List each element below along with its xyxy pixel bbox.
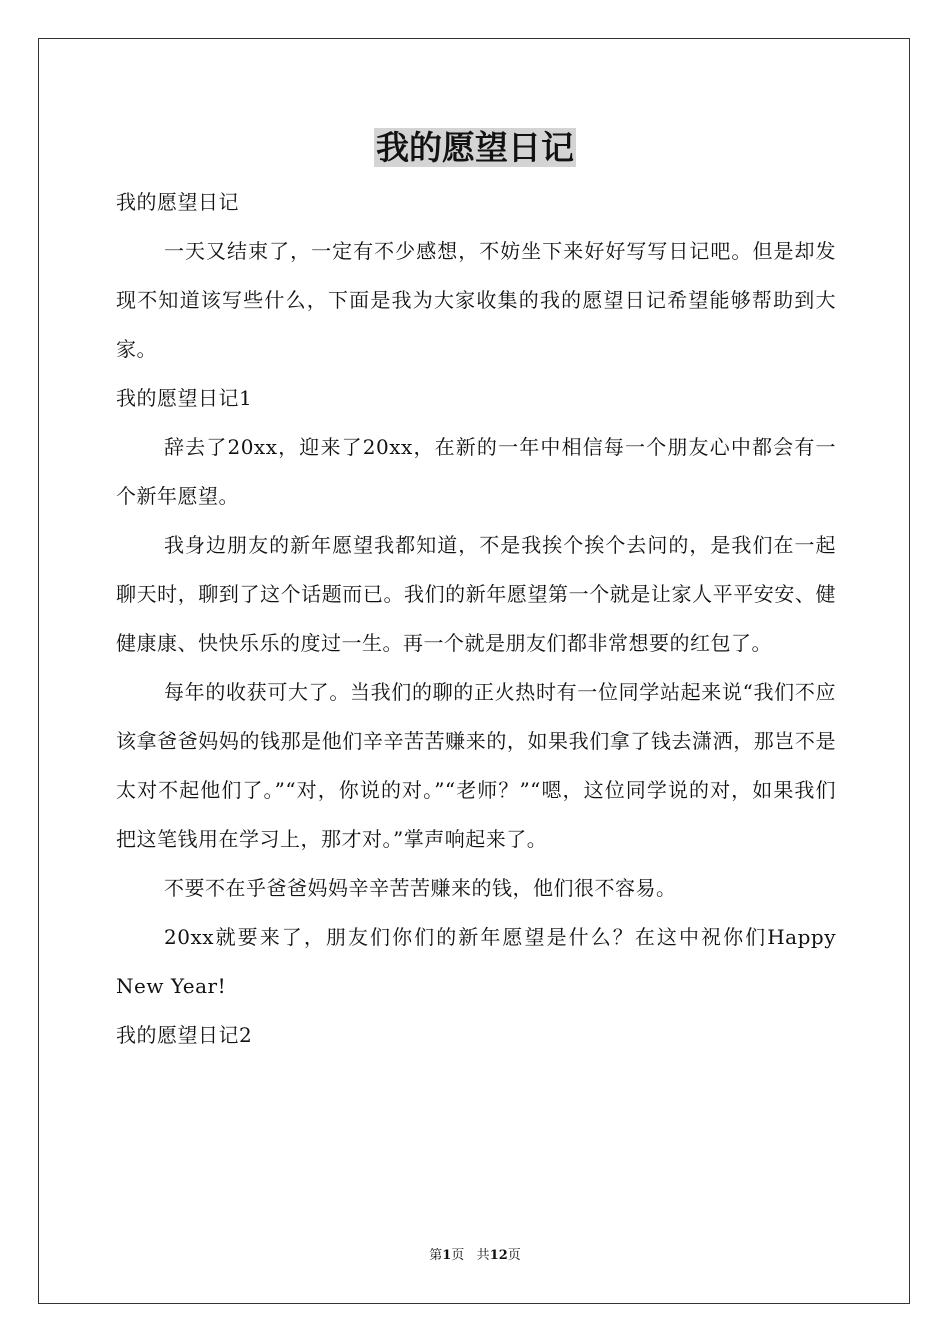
document-title-text: 我的愿望日记 [376, 128, 574, 167]
page-suffix: 页 [451, 1248, 465, 1263]
total-pages: 12 [489, 1248, 508, 1263]
paragraph: 我身边朋友的新年愿望我都知道，不是我挨个挨个去问的，是我们在一起聊天时，聊到了这个话题而已。我们的新年愿望第一个就是让家人平平安安、健健康康、快快乐乐的度过一生。再一个就是朋友们都非常想要的红包了。 [116, 533, 836, 655]
document-body [116, 178, 836, 1060]
page-number: 1 [442, 1248, 452, 1263]
section-heading: 我的愿望日记2 [116, 1023, 253, 1047]
document-title [0, 126, 950, 170]
paragraph: 每年的收获可大了。当我们的聊的正火热时有一位同学站起来说“我们不应该拿爸爸妈妈的钱那是他们辛辛苦苦赚来的，如果我们拿了钱去潇洒，那岂不是太对不起他们了。”“对，你说的对。”“老师？”“嗯，这位同学说的对，如果我们把这笔钱用在学习上，那才对。”掌声响起来了。 [116, 680, 836, 851]
paragraph: 20xx就要来了，朋友们你们的新年愿望是什么？在这中祝你们Happy New Year! [116, 925, 836, 998]
paragraph: 不要不在乎爸爸妈妈辛辛苦苦赚来的钱，他们很不容易。 [164, 876, 677, 900]
section-heading: 我的愿望日记1 [116, 386, 253, 410]
paragraph: 我的愿望日记 [116, 190, 239, 214]
page-prefix: 第 [429, 1248, 443, 1263]
total-suffix: 页 [507, 1248, 521, 1263]
paragraph: 一天又结束了，一定有不少感想，不妨坐下来好好写写日记吧。但是却发现不知道该写些什么，下面是我为大家收集的我的愿望日记希望能够帮助到大家。 [116, 239, 836, 361]
paragraph: 辞去了20xx，迎来了20xx，在新的一年中相信每一个朋友心中都会有一个新年愿望。 [116, 435, 836, 508]
total-prefix: 共 [476, 1248, 490, 1263]
page-footer [0, 1247, 950, 1265]
